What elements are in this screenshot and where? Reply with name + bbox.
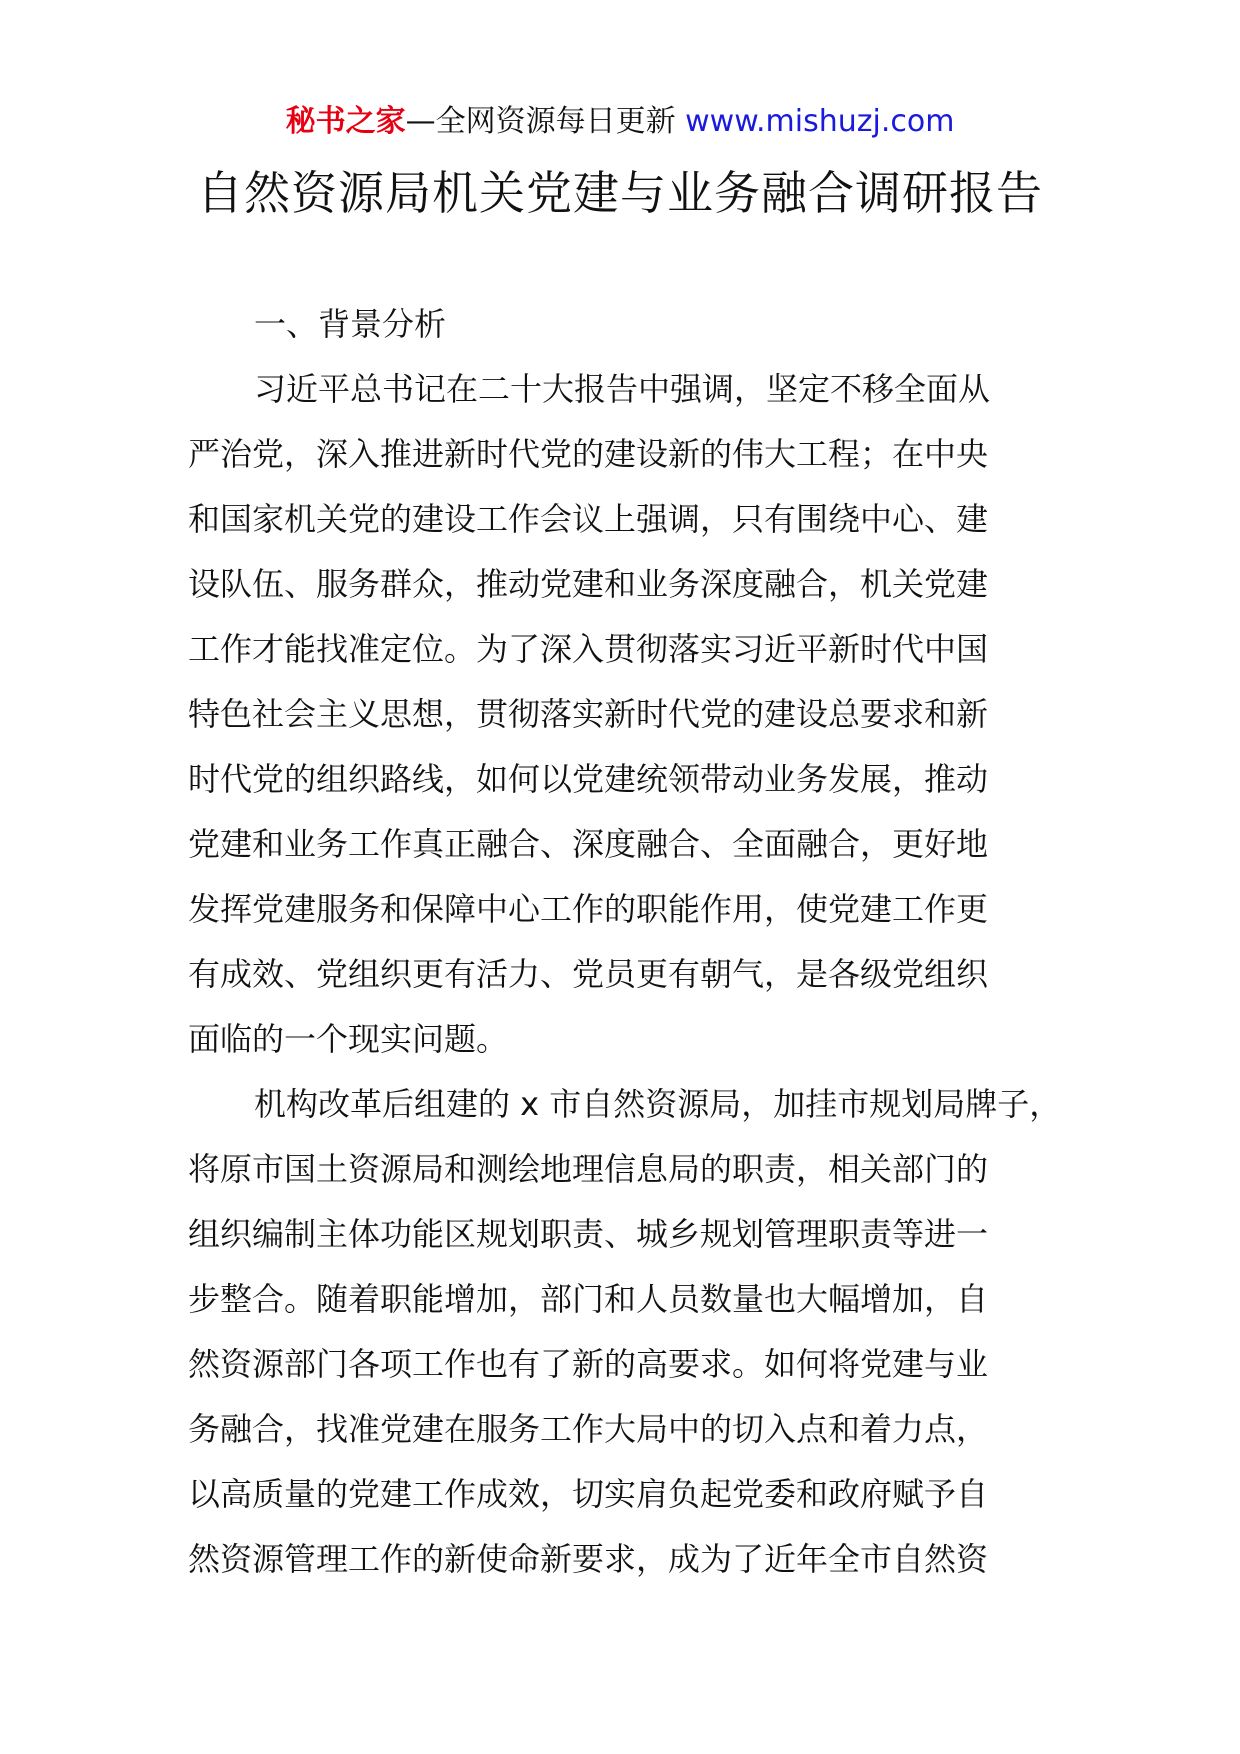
paragraph-line: 和国家机关党的建设工作会议上强调，只有围绕中心、建 <box>188 500 989 538</box>
paragraph-line: 然资源部门各项工作也有了新的高要求。如何将党建与业 <box>188 1345 989 1383</box>
paragraph-line: 设队伍、服务群众，推动党建和业务深度融合，机关党建 <box>188 565 989 603</box>
paragraph-line: 以高质量的党建工作成效，切实肩负起党委和政府赋予自 <box>188 1475 989 1513</box>
header-tagline: —全网资源每日更新 <box>405 104 686 139</box>
paragraph-line: 步整合。随着职能增加，部门和人员数量也大幅增加，自 <box>188 1280 989 1318</box>
brand-name: 秘书之家 <box>285 104 406 139</box>
paragraph-line: 面临的一个现实问题。 <box>188 1020 509 1058</box>
paragraph-line: 工作才能找准定位。为了深入贯彻落实习近平新时代中国 <box>188 630 989 668</box>
paragraph-line: 有成效、党组织更有活力、党员更有朝气，是各级党组织 <box>188 955 989 993</box>
paragraph-line: 严治党，深入推进新时代党的建设新的伟大工程；在中央 <box>188 435 989 473</box>
paragraph-line: 将原市国土资源局和测绘地理信息局的职责，相关部门的 <box>188 1150 989 1188</box>
site-url-link[interactable]: www.mishuzj.com <box>685 104 955 139</box>
section-heading: 一、背景分析 <box>254 305 447 343</box>
paragraph-line: 时代党的组织路线，如何以党建统领带动业务发展，推动 <box>188 760 989 798</box>
paragraph-line: 机构改革后组建的 x 市自然资源局，加挂市规划局牌子， <box>254 1085 1062 1123</box>
paragraph-line: 党建和业务工作真正融合、深度融合、全面融合，更好地 <box>188 825 989 863</box>
paragraph-line: 特色社会主义思想，贯彻落实新时代党的建设总要求和新 <box>188 695 989 733</box>
paragraph-line: 习近平总书记在二十大报告中强调，坚定不移全面从 <box>254 370 991 408</box>
paragraph-line: 务融合，找准党建在服务工作大局中的切入点和着力点， <box>188 1410 989 1448</box>
document-body <box>188 292 1068 1592</box>
document-title: 自然资源局机关党建与业务融合调研报告 <box>197 166 1043 220</box>
site-header <box>0 100 1240 144</box>
paragraph-line: 组织编制主体功能区规划职责、城乡规划管理职责等进一 <box>188 1215 989 1253</box>
paragraph-line: 发挥党建服务和保障中心工作的职能作用，使党建工作更 <box>188 890 989 928</box>
paragraph-line: 然资源管理工作的新使命新要求，成为了近年全市自然资 <box>188 1540 989 1578</box>
